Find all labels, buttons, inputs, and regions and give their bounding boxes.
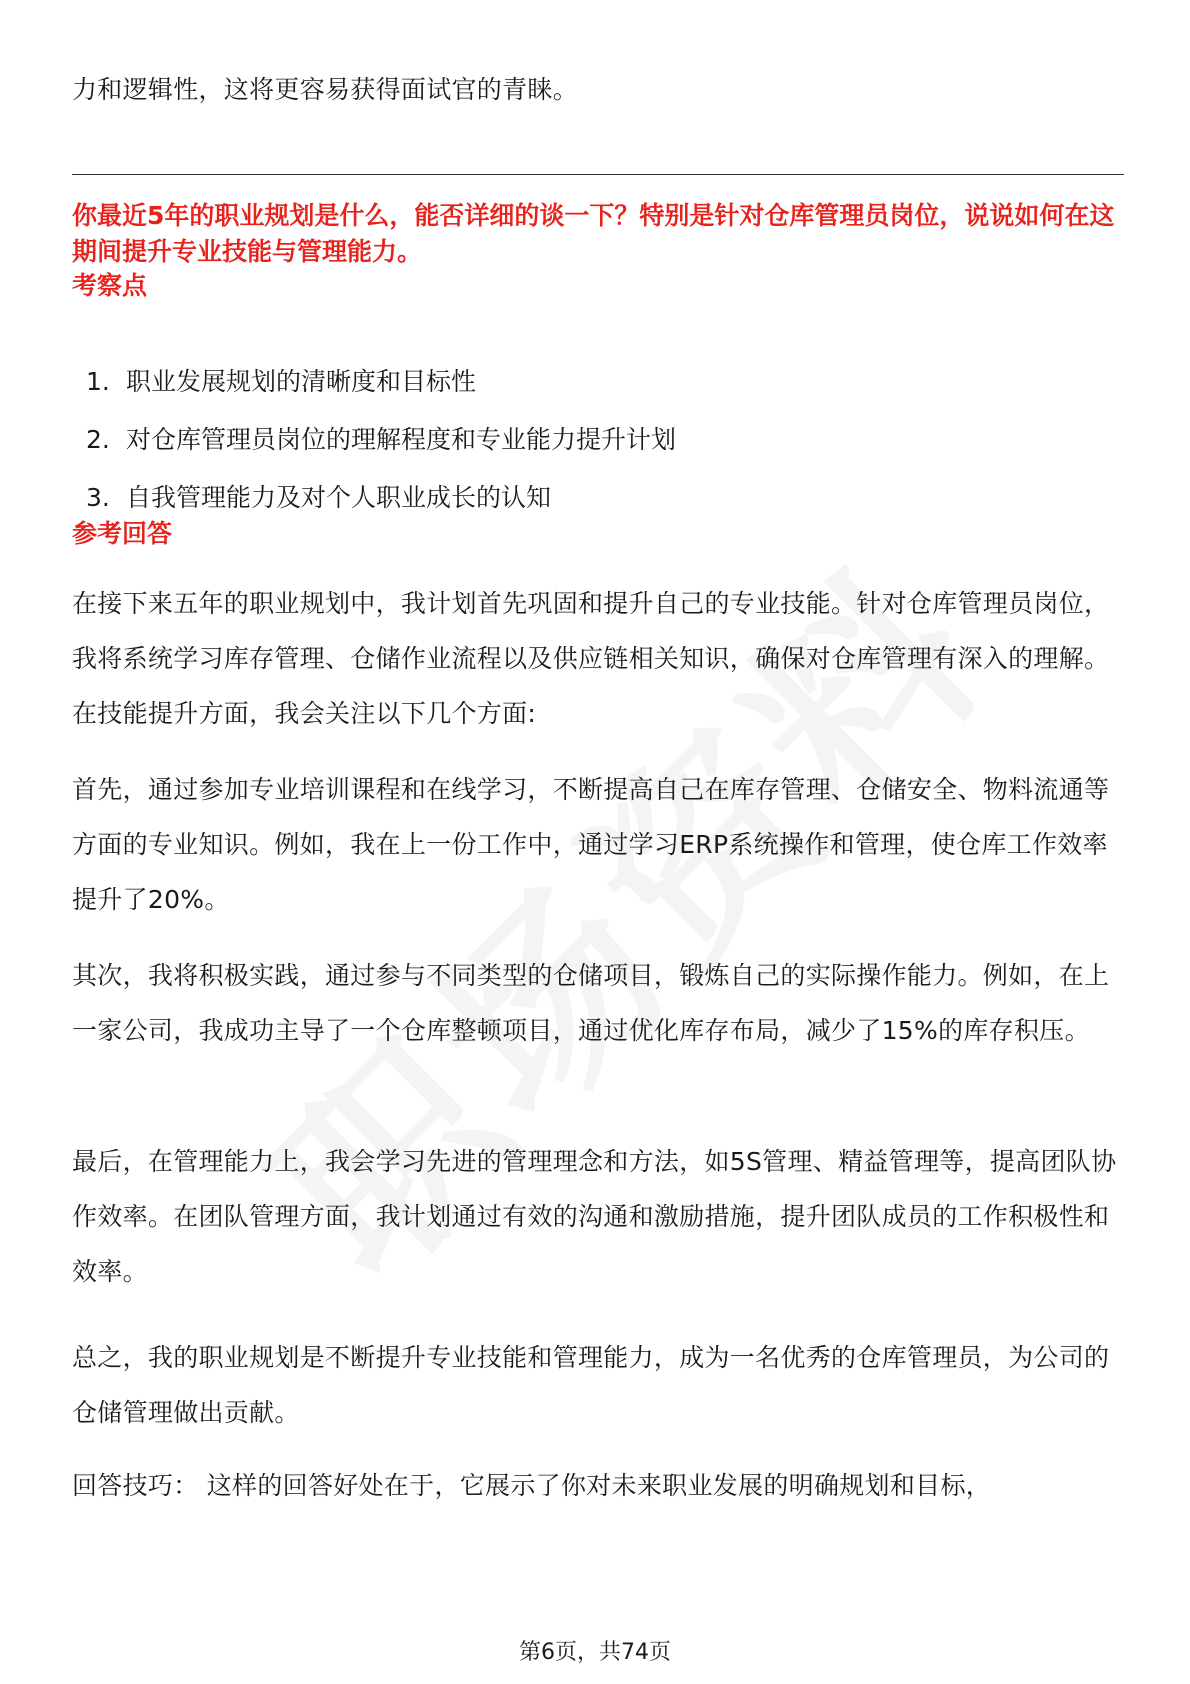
focus-heading: 考察点 bbox=[72, 271, 148, 300]
question-heading: 你最近5年的职业规划是什么，能否详细的谈一下？特别是针对仓库管理员岗位，说说如何在这期间提升专业技能与管理能力。 bbox=[72, 201, 1115, 266]
answer-paragraph-2: 首先，通过参加专业培训课程和在线学习，不断提高自己在库存管理、仓储安全、物料流通等方面的专业知识。例如，我在上一份工作中，通过学习ERP系统操作和管理，使仓库工作效率提升了20%。 bbox=[72, 775, 1110, 914]
answer-paragraph-5: 总之，我的职业规划是不断提升专业技能和管理能力，成为一名优秀的仓库管理员，为公司的仓储管理做出贡献。 bbox=[72, 1343, 1110, 1427]
list-item-number: 1. bbox=[86, 367, 110, 396]
list-item bbox=[72, 364, 1124, 422]
answer-tips-text: 回答技巧： 这样的回答好处在于，它展示了你对未来职业发展的明确规划和目标， bbox=[72, 1471, 992, 1500]
list-item-number: 3. bbox=[86, 483, 110, 512]
section-divider bbox=[72, 174, 1124, 175]
list-item-number: 2. bbox=[86, 425, 110, 454]
intro-tail-text: 力和逻辑性，这将更容易获得面试官的青睐。 bbox=[72, 75, 579, 104]
list-item bbox=[72, 480, 1124, 538]
list-item-text: 对仓库管理员岗位的理解程度和专业能力提升计划 bbox=[126, 425, 677, 454]
answer-paragraph-1: 在接下来五年的职业规划中，我计划首先巩固和提升自己的专业技能。针对仓库管理员岗位，我将系统学习库存管理、仓储作业流程以及供应链相关知识，确保对仓库管理有深入的理解。在技能提升方面，我会关注以下几个方面: bbox=[72, 589, 1110, 728]
answer-paragraph-3: 其次，我将积极实践，通过参与不同类型的仓储项目，锻炼自己的实际操作能力。例如，在上一家公司，我成功主导了一个仓库整顿项目，通过优化库存布局，减少了15%的库存积压。 bbox=[72, 961, 1110, 1045]
document-page bbox=[72, 0, 1124, 1684]
list-item-text: 自我管理能力及对个人职业成长的认知 bbox=[126, 483, 552, 512]
list-item-text: 职业发展规划的清晰度和目标性 bbox=[126, 367, 477, 396]
answer-paragraph-4: 最后，在管理能力上，我会学习先进的管理理念和方法，如5S管理、精益管理等，提高团队协作效率。在团队管理方面，我计划通过有效的沟通和激励措施，提升团队成员的工作积极性和效率。 bbox=[72, 1147, 1117, 1286]
page-number-footer: 第6页，共74页 bbox=[519, 1640, 671, 1665]
focus-list bbox=[72, 364, 1124, 538]
answer-heading: 参考回答 bbox=[72, 519, 173, 548]
list-item bbox=[72, 422, 1124, 480]
